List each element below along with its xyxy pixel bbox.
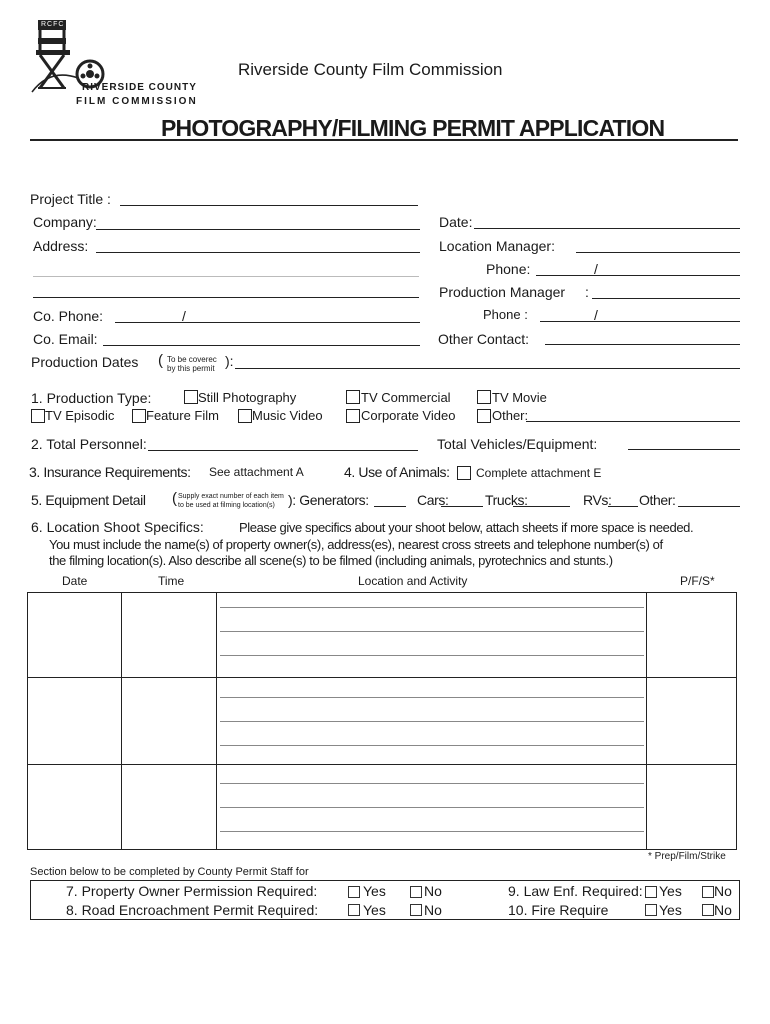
still-photography-label: Still Photography xyxy=(198,390,297,405)
q10-yes-checkbox[interactable] xyxy=(645,904,657,916)
col-pfs: P/F/S* xyxy=(680,574,715,588)
company-field[interactable] xyxy=(96,229,420,230)
date-field[interactable] xyxy=(474,228,740,229)
staff-heading: Section below to be completed by County Permit Staff for xyxy=(30,866,309,878)
pfs-footnote: * Prep/Film/Strike xyxy=(648,851,726,862)
other-type-checkbox[interactable] xyxy=(477,409,491,423)
q10-no-label: No xyxy=(714,902,732,918)
title-underline xyxy=(30,139,738,141)
rvs-label: RVs: xyxy=(583,492,612,508)
col-date: Date xyxy=(62,574,88,588)
table-divider xyxy=(28,764,736,765)
animals-label: 4. Use of Animals: xyxy=(344,464,450,480)
q9-no-label: No xyxy=(714,883,732,899)
phone-label-2: Phone : xyxy=(483,307,528,322)
feature-film-checkbox[interactable] xyxy=(132,409,146,423)
total-vehicles-label: Total Vehicles/Equipment: xyxy=(437,436,598,452)
production-manager-label: Production Manager xyxy=(439,284,566,300)
location-manager-label: Location Manager: xyxy=(439,238,555,254)
covered-note-2: by this permit xyxy=(167,364,215,373)
location-instruction-3: the filming location(s). Also describe all scene(s) to be filmed (including animals, pyrotechnics and stunts.) xyxy=(49,553,613,568)
production-manager-colon: : xyxy=(585,284,589,300)
location-instruction-2: You must include the name(s) of property owner(s), address(es), nearest cross streets and telephone number(s) of xyxy=(49,537,663,552)
q8-yes-label: Yes xyxy=(363,902,386,918)
tv-episodic-label: TV Episodic xyxy=(45,408,115,423)
feature-film-label: Feature Film xyxy=(146,408,219,423)
table-row[interactable] xyxy=(220,697,644,698)
q8-yes-checkbox[interactable] xyxy=(348,904,360,916)
location-instruction: Please give specifics about your shoot below, attach sheets if more space is needed. xyxy=(239,520,694,535)
trucks-label: Trucks: xyxy=(485,492,528,508)
table-divider xyxy=(216,593,217,849)
table-divider xyxy=(28,677,736,678)
co-email-label: Co. Email: xyxy=(33,331,98,347)
q7-no-checkbox[interactable] xyxy=(410,886,422,898)
col-location: Location and Activity xyxy=(358,574,468,588)
other-equipment-label: Other: xyxy=(639,492,676,508)
org-name: Riverside County Film Commission xyxy=(238,60,503,79)
equipment-note-2: to be used at filming location(s) xyxy=(178,502,275,509)
table-row[interactable] xyxy=(220,783,644,784)
other-type-field[interactable] xyxy=(526,421,740,422)
production-manager-field[interactable] xyxy=(592,298,740,299)
logo xyxy=(30,18,200,110)
q9-yes-label: Yes xyxy=(659,883,682,899)
equipment-paren: ( xyxy=(172,490,177,507)
address-field-2[interactable] xyxy=(33,276,419,277)
production-type-label: 1. Production Type: xyxy=(31,390,152,406)
tv-movie-checkbox[interactable] xyxy=(477,390,491,404)
table-row[interactable] xyxy=(220,745,644,746)
address-field-1[interactable] xyxy=(96,252,420,253)
q10-yes-label: Yes xyxy=(659,902,682,918)
production-dates-paren: ( xyxy=(158,352,163,369)
address-label: Address: xyxy=(33,238,89,254)
logo-line1: RIVERSIDE COUNTY xyxy=(82,82,197,93)
q7-yes-label: Yes xyxy=(363,883,386,899)
company-label: Company: xyxy=(33,214,97,230)
table-row[interactable] xyxy=(220,721,644,722)
q9-label: 9. Law Enf. Required: xyxy=(508,883,643,899)
table-divider xyxy=(646,593,647,849)
phone-field-1[interactable] xyxy=(536,275,740,276)
total-vehicles-field[interactable] xyxy=(628,449,740,450)
production-dates-field[interactable] xyxy=(235,368,740,369)
location-table xyxy=(27,592,737,850)
q7-yes-checkbox[interactable] xyxy=(348,886,360,898)
animals-checkbox[interactable] xyxy=(457,466,471,480)
col-time: Time xyxy=(158,574,185,588)
co-email-field[interactable] xyxy=(103,345,420,346)
location-specifics-label: 6. Location Shoot Specifics: xyxy=(31,519,204,535)
rvs-field[interactable] xyxy=(608,506,638,507)
q10-no-checkbox[interactable] xyxy=(702,904,714,916)
tv-movie-label: TV Movie xyxy=(492,390,547,405)
generators-field[interactable] xyxy=(374,506,406,507)
generators-label: ): Generators: xyxy=(288,492,369,508)
phone-field-2[interactable] xyxy=(540,321,740,322)
corporate-video-checkbox[interactable] xyxy=(346,409,360,423)
phone-label-1: Phone: xyxy=(486,261,531,277)
other-contact-field[interactable] xyxy=(545,344,740,345)
q10-label: 10. Fire Require xyxy=(508,902,609,918)
other-equipment-field[interactable] xyxy=(678,506,740,507)
table-row[interactable] xyxy=(220,607,644,608)
table-row[interactable] xyxy=(220,655,644,656)
other-contact-label: Other Contact: xyxy=(438,331,530,347)
tv-commercial-checkbox[interactable] xyxy=(346,390,360,404)
tv-commercial-label: TV Commercial xyxy=(361,390,451,405)
other-type-label: Other: xyxy=(492,408,529,423)
insurance-label: 3. Insurance Requirements: xyxy=(29,464,191,480)
total-personnel-field[interactable] xyxy=(148,450,418,451)
equipment-note-1: Supply exact number of each item xyxy=(178,493,284,500)
tv-episodic-checkbox[interactable] xyxy=(31,409,45,423)
q8-label: 8. Road Encroachment Permit Required: xyxy=(66,902,319,918)
music-video-checkbox[interactable] xyxy=(238,409,252,423)
covered-note-1: To be coverec xyxy=(167,355,217,364)
table-row[interactable] xyxy=(220,831,644,832)
total-personnel-label: 2. Total Personnel: xyxy=(31,436,147,452)
address-field-3[interactable] xyxy=(33,297,419,298)
music-video-label: Music Video xyxy=(252,408,323,423)
co-phone-slash: / xyxy=(182,308,186,324)
date-label: Date: xyxy=(439,214,473,230)
table-row[interactable] xyxy=(220,807,644,808)
q8-no-checkbox[interactable] xyxy=(410,904,422,916)
cars-label: Cars: xyxy=(417,492,449,508)
location-manager-field[interactable] xyxy=(576,252,740,253)
q7-no-label: No xyxy=(424,883,442,899)
table-row[interactable] xyxy=(220,631,644,632)
project-title-field[interactable] xyxy=(120,205,418,206)
q7-label: 7. Property Owner Permission Required: xyxy=(66,883,318,899)
cars-field[interactable] xyxy=(441,506,483,507)
page-title: PHOTOGRAPHY/FILMING PERMIT APPLICATION xyxy=(161,115,665,141)
production-dates-close: ): xyxy=(225,353,234,369)
trucks-field[interactable] xyxy=(513,506,570,507)
still-photography-checkbox[interactable] xyxy=(184,390,198,404)
co-phone-label: Co. Phone: xyxy=(33,308,104,324)
q9-no-checkbox[interactable] xyxy=(702,886,714,898)
equipment-label: 5. Equipment Detail xyxy=(31,492,146,508)
logo-badge: RCFC xyxy=(41,21,65,28)
insurance-note: See attachment A xyxy=(209,465,304,479)
q8-no-label: No xyxy=(424,902,442,918)
animals-note: Complete attachment E xyxy=(476,466,602,480)
co-phone-field[interactable] xyxy=(115,322,420,323)
table-divider xyxy=(121,593,122,849)
project-title-label: Project Title : xyxy=(30,191,111,207)
phone-slash-2: / xyxy=(594,307,598,323)
corporate-video-label: Corporate Video xyxy=(361,408,456,423)
production-dates-label: Production Dates xyxy=(31,354,139,370)
phone-slash-1: / xyxy=(594,261,598,277)
logo-line2: FILM COMMISSION xyxy=(76,96,198,107)
q9-yes-checkbox[interactable] xyxy=(645,886,657,898)
